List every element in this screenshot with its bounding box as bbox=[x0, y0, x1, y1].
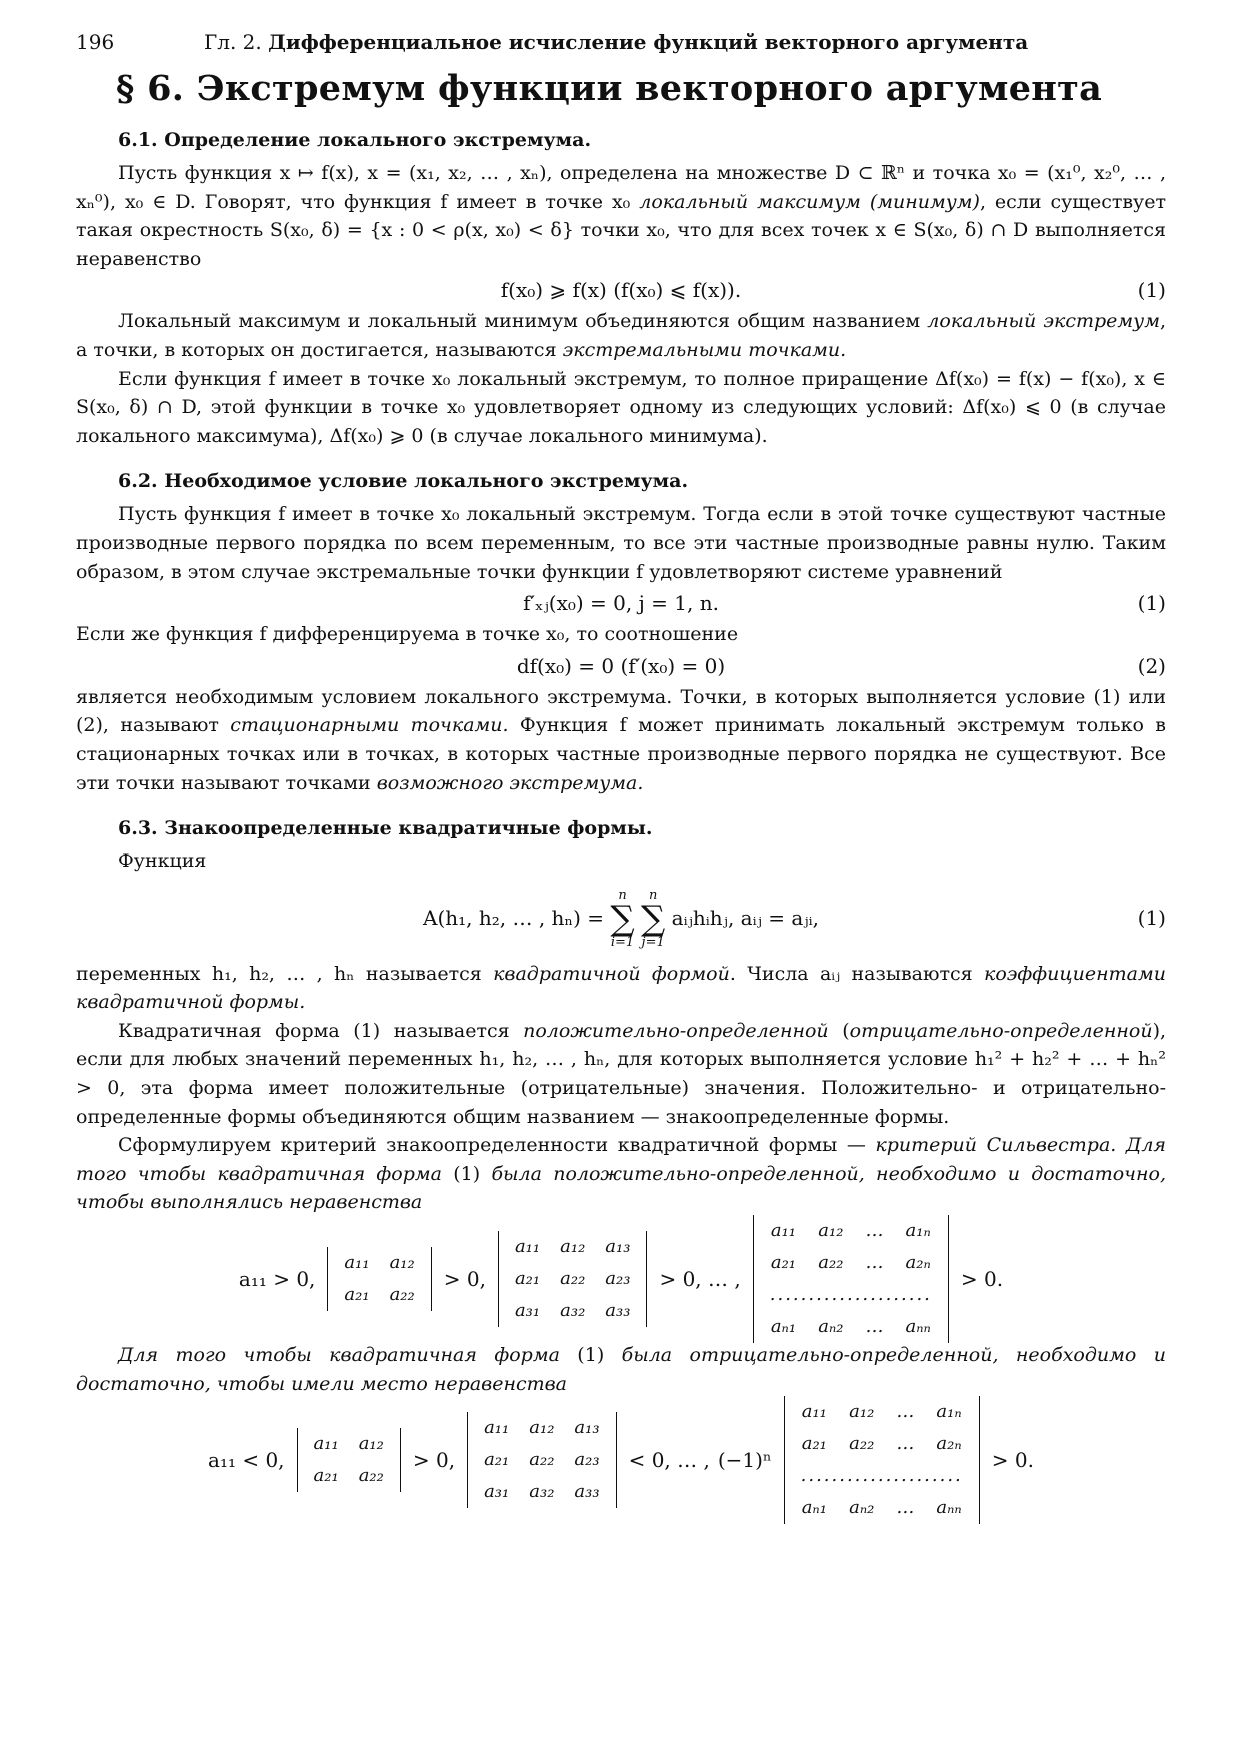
matrix-cell: a₂₁ bbox=[770, 1252, 797, 1274]
formula: a₁₁ < 0, bbox=[208, 1448, 285, 1473]
matrix-cell: a₂₃ bbox=[574, 1449, 600, 1471]
sum-lower: j=1 bbox=[641, 935, 665, 951]
emphasis: локальный максимум (минимум) bbox=[639, 190, 980, 213]
emphasis: квадратичной формой bbox=[493, 962, 730, 985]
text: . Числа aᵢⱼ называются bbox=[729, 962, 984, 985]
paragraph: Если же функция f дифференцируема в точке x₀, то соотношение bbox=[76, 623, 739, 646]
matrix-cell: aₙ₁ bbox=[770, 1316, 797, 1338]
formula: > 0. bbox=[960, 1267, 1004, 1292]
sylvester-negative bbox=[76, 1400, 1166, 1520]
matrix-cell: … bbox=[896, 1433, 915, 1455]
text: (1) bbox=[441, 1162, 492, 1185]
matrix-cell: … bbox=[896, 1401, 915, 1423]
matrix-cell: a₃₃ bbox=[574, 1481, 600, 1503]
formula: a₁₁ > 0, bbox=[238, 1267, 316, 1292]
matrix-cell: a₃₂ bbox=[560, 1300, 586, 1322]
sigma-icon: ∑ bbox=[610, 899, 635, 940]
paragraph: Если функция f имеет в точке x₀ локальный экстремум, то полное приращение Δf(x₀) = f(x) − f(x₀), x ∈ S(x₀, δ) ∩ D, этой функции в точке x₀ удовлетворяет одному из следующих условий: Δf(x₀) ⩽ 0 (в случае локального максимума), Δf(x₀) ⩾ 0 (в случае локального минимума). bbox=[76, 367, 1166, 447]
equation-number: (1) bbox=[1137, 278, 1166, 303]
sum-upper: n bbox=[648, 888, 658, 904]
matrix-cell: aₙₙ bbox=[905, 1316, 931, 1338]
matrix-dots: ..................... bbox=[769, 1284, 932, 1306]
emphasis: критерий Сильвестра. Для того чтобы квадратичная форма bbox=[76, 1134, 1166, 1185]
matrix-cell: a₁₁ bbox=[801, 1401, 827, 1423]
formula: f(x₀) ⩾ f(x) (f(x₀) ⩽ f(x)). bbox=[500, 278, 742, 303]
matrix-cell: … bbox=[865, 1316, 884, 1338]
matrix-cell: a₁ₙ bbox=[936, 1401, 962, 1423]
matrix-cell: a₁₃ bbox=[605, 1236, 631, 1258]
page-number: 196 bbox=[76, 30, 115, 54]
formula: > 0, bbox=[443, 1267, 486, 1292]
matrix-cell: a₂₂ bbox=[560, 1268, 586, 1290]
matrix-cell: a₁ₙ bbox=[905, 1220, 931, 1242]
chapter-title: Дифференциальное исчисление функций векторного аргумента bbox=[268, 30, 1029, 54]
emphasis: экстремальными точками. bbox=[562, 338, 847, 361]
matrix-cell: aₙ₂ bbox=[818, 1316, 844, 1338]
equation bbox=[76, 651, 1166, 681]
matrix-cell: … bbox=[896, 1497, 915, 1519]
paragraph bbox=[76, 1341, 1166, 1398]
matrix-cell: aₙ₁ bbox=[801, 1497, 827, 1519]
subsection-title-6-1: 6.1. Определение локального экстремума. bbox=[118, 129, 592, 151]
text: Функция f может принимать локальный экстремум только в стационарных точках или в точках, в которых частные производные первого порядка не существуют. Все эти точки называют точками bbox=[76, 714, 1166, 794]
paragraph bbox=[76, 159, 1166, 273]
matrix-cell: aₙₙ bbox=[936, 1497, 962, 1519]
matrix-cell: a₂₂ bbox=[358, 1465, 384, 1487]
matrix-cell: a₂₁ bbox=[484, 1449, 510, 1471]
determinant-3x3 bbox=[467, 1412, 617, 1508]
running-head bbox=[76, 30, 1166, 60]
matrix-cell: … bbox=[865, 1252, 884, 1274]
paragraph bbox=[76, 1017, 1166, 1131]
sylvester-positive bbox=[76, 1219, 1166, 1339]
determinant-2x2 bbox=[327, 1247, 431, 1311]
text: Квадратичная форма (1) называется bbox=[118, 1019, 524, 1042]
emphasis: отрицательно-определенной bbox=[849, 1019, 1153, 1042]
text: ( bbox=[828, 1019, 850, 1042]
emphasis: коэффициентами квадратичной формы. bbox=[76, 962, 1166, 1014]
matrix-cell: a₃₁ bbox=[514, 1300, 541, 1322]
chapter-heading bbox=[204, 30, 1028, 54]
formula-lhs: A(h₁, h₂, … , hₙ) = bbox=[423, 905, 605, 930]
book-page bbox=[76, 30, 1166, 1522]
paragraph bbox=[76, 960, 1166, 1017]
sum-lower: i=1 bbox=[610, 935, 635, 951]
sigma-icon: ∑ bbox=[641, 899, 666, 940]
matrix-cell: a₁₂ bbox=[358, 1433, 384, 1455]
sum-upper: n bbox=[618, 888, 627, 904]
paragraph bbox=[76, 307, 1166, 364]
emphasis: была положительно-определенной, необходимо и достаточно, чтобы выполнялись неравенства bbox=[76, 1162, 1166, 1214]
text: , если существует такая окрестность S(x₀, δ) = {x : 0 < ρ(x, x₀) < δ} точки x₀, что для всех точек x ∈ S(x₀, δ) ∩ D выполняется неравенство bbox=[76, 190, 1166, 270]
paragraph bbox=[76, 1131, 1166, 1217]
matrix-cell: a₁₂ bbox=[560, 1236, 586, 1258]
matrix-cell: a₁₁ bbox=[344, 1252, 370, 1274]
determinant-3x3 bbox=[498, 1231, 648, 1327]
matrix-cell: a₃₃ bbox=[605, 1300, 631, 1322]
matrix-cell: a₃₁ bbox=[484, 1481, 510, 1503]
determinant-2x2 bbox=[297, 1428, 401, 1492]
text: Локальный максимум и локальный минимум объединяются общим названием bbox=[118, 310, 928, 333]
matrix-cell: a₂₁ bbox=[514, 1268, 541, 1290]
emphasis: стационарными точками. bbox=[230, 714, 509, 737]
text: , а точки, в которых он достигается, называются bbox=[76, 310, 1166, 361]
emphasis: положительно-определенной bbox=[523, 1019, 829, 1042]
equation bbox=[76, 588, 1166, 618]
emphasis: локальный экстремум bbox=[927, 310, 1160, 333]
formula: f′ₓⱼ(x₀) = 0, j = 1, n. bbox=[523, 591, 719, 616]
matrix-cell: a₁₁ bbox=[484, 1417, 510, 1439]
paragraph: Функция bbox=[118, 850, 207, 873]
equation-number: (2) bbox=[1137, 653, 1166, 678]
formula: > 0, … , bbox=[659, 1267, 741, 1292]
text: ), если для любых значений переменных h₁, h₂, … , hₙ, для которых выполняется условие h₁² + h₂² + … + hₙ² > 0, эта форма имеет положительные (отрицательные) значения. Положительно- и отрицательно-определенные формы объединяются общим названием — знакоопределенные формы. bbox=[76, 1019, 1167, 1128]
matrix-cell: a₂₂ bbox=[389, 1284, 415, 1306]
emphasis: была отрицательно-определенной, необходимо и достаточно, чтобы имели место неравенства bbox=[76, 1344, 1166, 1395]
formula: > 0, bbox=[412, 1448, 456, 1473]
formula: < 0, … , bbox=[628, 1448, 710, 1473]
matrix-cell: a₁₂ bbox=[849, 1401, 875, 1423]
matrix-cell: a₁₃ bbox=[574, 1417, 600, 1439]
text: является необходимым условием локального экстремума. Точки, в которых выполняется условие (1) или (2), называют bbox=[76, 685, 1166, 737]
matrix-cell: a₂₁ bbox=[313, 1465, 339, 1487]
text: переменных h₁, h₂, … , hₙ называется bbox=[76, 962, 494, 985]
matrix-cell: a₁₂ bbox=[818, 1220, 844, 1242]
paragraph bbox=[76, 683, 1166, 797]
matrix-cell: a₁₂ bbox=[529, 1417, 555, 1439]
matrix-cell: a₂₃ bbox=[605, 1268, 631, 1290]
matrix-cell: a₁₁ bbox=[313, 1433, 339, 1455]
matrix-cell: a₂ₙ bbox=[905, 1252, 931, 1274]
matrix-cell: a₁₂ bbox=[389, 1252, 415, 1274]
emphasis: Для того чтобы квадратичная форма bbox=[118, 1344, 560, 1367]
matrix-cell: a₂₂ bbox=[529, 1449, 555, 1471]
matrix-cell: … bbox=[865, 1220, 884, 1242]
chapter-number: Гл. 2. bbox=[204, 30, 262, 54]
text: Сформулируем критерий знакоопределенности квадратичной формы — bbox=[118, 1134, 876, 1157]
paragraph: Пусть функция f имеет в точке x₀ локальный экстремум. Тогда если в этой точке существуют частные производные первого порядка по всем переменным, то все эти частные производные равны нулю. Таким образом, в этом случае экстремальные точки функции f удовлетворяют системе уравнений bbox=[76, 503, 1166, 583]
equation-number: (1) bbox=[1137, 905, 1166, 930]
matrix-cell: a₂₂ bbox=[849, 1433, 875, 1455]
matrix-cell: a₂₁ bbox=[801, 1433, 827, 1455]
subsection-title-6-2: 6.2. Необходимое условие локального экстремума. bbox=[118, 470, 689, 493]
matrix-cell: a₂₂ bbox=[818, 1252, 844, 1274]
matrix-cell: a₃₂ bbox=[529, 1481, 555, 1503]
text: (1) bbox=[559, 1344, 622, 1367]
equation-number: (1) bbox=[1137, 591, 1166, 616]
matrix-dots: ..................... bbox=[800, 1465, 963, 1487]
matrix-cell: aₙ₂ bbox=[849, 1497, 875, 1519]
matrix-cell: a₁₁ bbox=[770, 1220, 797, 1242]
subsection-title-6-3: 6.3. Знакоопределенные квадратичные формы. bbox=[118, 817, 653, 840]
determinant-nxn bbox=[753, 1215, 949, 1343]
matrix-cell: a₂ₙ bbox=[936, 1433, 962, 1455]
formula: > 0. bbox=[991, 1448, 1034, 1473]
formula: df(x₀) = 0 (f′(x₀) = 0) bbox=[516, 653, 726, 678]
formula: (−1)ⁿ bbox=[717, 1448, 772, 1473]
text: Пусть функция x ↦ f(x), x = (x₁, x₂, … , xₙ), определена на множестве D ⊂ ℝⁿ и точка x₀ = (x₁⁰, x₂⁰, … , xₙ⁰), x₀ ∈ D. Говорят, что функция f имеет в точке x₀ bbox=[76, 162, 1166, 213]
matrix-cell: a₁₁ bbox=[514, 1236, 541, 1258]
equation-quadratic-form bbox=[76, 878, 1166, 958]
emphasis: возможного экстремума. bbox=[376, 771, 644, 794]
determinant-nxn bbox=[784, 1396, 980, 1524]
formula-rhs: aᵢⱼhᵢhⱼ, aᵢⱼ = aⱼᵢ, bbox=[671, 905, 819, 930]
section-title: § 6. Экстремум функции векторного аргумента bbox=[116, 68, 1103, 109]
sum-symbol bbox=[641, 889, 665, 949]
sum-symbol bbox=[610, 889, 634, 949]
matrix-cell: a₂₁ bbox=[344, 1284, 370, 1306]
equation bbox=[76, 275, 1166, 305]
